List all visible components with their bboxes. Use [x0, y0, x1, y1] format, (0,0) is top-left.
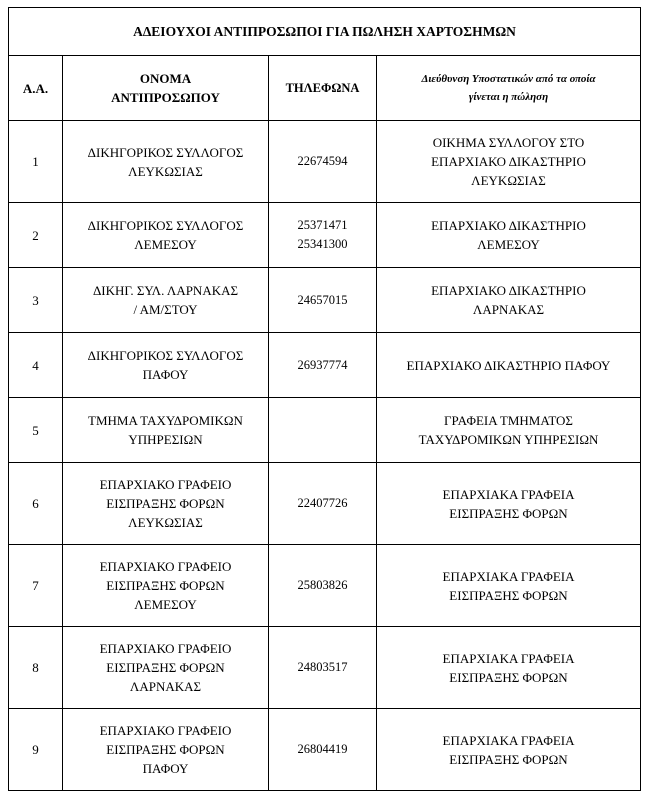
row-phones: 25371471 25341300: [269, 203, 377, 268]
row-aa: 9: [9, 709, 63, 791]
table-row: [9, 398, 641, 463]
row-phones: 24657015: [269, 268, 377, 333]
row-aa: 8: [9, 627, 63, 709]
table-row: [9, 627, 641, 709]
row-aa: 2: [9, 203, 63, 268]
row-aa: 3: [9, 268, 63, 333]
header-name: ΟΝΟΜΑ ΑΝΤΙΠΡΟΣΩΠΟΥ: [63, 56, 269, 121]
row-name: ΔΙΚΗΓΟΡΙΚΟΣ ΣΥΛΛΟΓΟΣ ΠΑΦΟΥ: [63, 333, 269, 398]
row-address: ΕΠΑΡΧΙΑΚΑ ΓΡΑΦΕΙΑ ΕΙΣΠΡΑΞΗΣ ΦΟΡΩΝ: [377, 545, 641, 627]
title-row: [9, 8, 641, 56]
row-name: ΕΠΑΡΧΙΑΚΟ ΓΡΑΦΕΙΟ ΕΙΣΠΡΑΞΗΣ ΦΟΡΩΝ ΛΕΥΚΩΣΙΑΣ: [63, 463, 269, 545]
row-name: ΕΠΑΡΧΙΑΚΟ ΓΡΑΦΕΙΟ ΕΙΣΠΡΑΞΗΣ ΦΟΡΩΝ ΛΕΜΕΣΟΥ: [63, 545, 269, 627]
table-title: ΑΔΕΙΟΥΧΟΙ ΑΝΤΙΠΡΟΣΩΠΟΙ ΓΙΑ ΠΩΛΗΣΗ ΧΑΡΤΟΣΗΜΩΝ: [9, 8, 641, 56]
row-name: ΔΙΚΗΓΟΡΙΚΟΣ ΣΥΛΛΟΓΟΣ ΛΕΥΚΩΣΙΑΣ: [63, 121, 269, 203]
row-name: ΔΙΚΗΓ. ΣΥΛ. ΛΑΡΝΑΚΑΣ / ΑΜ/ΣΤΟΥ: [63, 268, 269, 333]
row-phones: 22674594: [269, 121, 377, 203]
document-page: [8, 7, 641, 791]
row-name: ΤΜΗΜΑ ΤΑΧΥΔΡΟΜΙΚΩΝ ΥΠΗΡΕΣΙΩΝ: [63, 398, 269, 463]
stamp-agents-table: [8, 7, 641, 791]
row-name: ΕΠΑΡΧΙΑΚΟ ΓΡΑΦΕΙΟ ΕΙΣΠΡΑΞΗΣ ΦΟΡΩΝ ΠΑΦΟΥ: [63, 709, 269, 791]
row-phones: [269, 398, 377, 463]
row-phones: 24803517: [269, 627, 377, 709]
row-address: ΕΠΑΡΧΙΑΚΟ ΔΙΚΑΣΤΗΡΙΟ ΛΑΡΝΑΚΑΣ: [377, 268, 641, 333]
row-name: ΔΙΚΗΓΟΡΙΚΟΣ ΣΥΛΛΟΓΟΣ ΛΕΜΕΣΟΥ: [63, 203, 269, 268]
table-row: [9, 463, 641, 545]
table-row: [9, 333, 641, 398]
row-address: ΕΠΑΡΧΙΑΚΑ ΓΡΑΦΕΙΑ ΕΙΣΠΡΑΞΗΣ ΦΟΡΩΝ: [377, 463, 641, 545]
header-row: [9, 56, 641, 121]
row-address: ΟΙΚΗΜΑ ΣΥΛΛΟΓΟΥ ΣΤΟ ΕΠΑΡΧΙΑΚΟ ΔΙΚΑΣΤΗΡΙΟ ΛΕΥΚΩΣΙΑΣ: [377, 121, 641, 203]
row-aa: 5: [9, 398, 63, 463]
row-phones: 22407726: [269, 463, 377, 545]
header-aa: Α.Α.: [9, 56, 63, 121]
row-aa: 7: [9, 545, 63, 627]
header-address: Διεύθυνση Υποστατικών από τα οποία γίνεται η πώληση: [377, 56, 641, 121]
row-address: ΕΠΑΡΧΙΑΚΑ ΓΡΑΦΕΙΑ ΕΙΣΠΡΑΞΗΣ ΦΟΡΩΝ: [377, 627, 641, 709]
row-aa: 1: [9, 121, 63, 203]
table-row: [9, 545, 641, 627]
row-address: ΕΠΑΡΧΙΑΚΑ ΓΡΑΦΕΙΑ ΕΙΣΠΡΑΞΗΣ ΦΟΡΩΝ: [377, 709, 641, 791]
row-address: ΕΠΑΡΧΙΑΚΟ ΔΙΚΑΣΤΗΡΙΟ ΠΑΦΟΥ: [377, 333, 641, 398]
row-aa: 6: [9, 463, 63, 545]
row-address: ΓΡΑΦΕΙΑ ΤΜΗΜΑΤΟΣ ΤΑΧΥΔΡΟΜΙΚΩΝ ΥΠΗΡΕΣΙΩΝ: [377, 398, 641, 463]
table-row: [9, 709, 641, 791]
table-row: [9, 203, 641, 268]
row-address: ΕΠΑΡΧΙΑΚΟ ΔΙΚΑΣΤΗΡΙΟ ΛΕΜΕΣΟΥ: [377, 203, 641, 268]
table-row: [9, 121, 641, 203]
row-aa: 4: [9, 333, 63, 398]
row-name: ΕΠΑΡΧΙΑΚΟ ΓΡΑΦΕΙΟ ΕΙΣΠΡΑΞΗΣ ΦΟΡΩΝ ΛΑΡΝΑΚΑΣ: [63, 627, 269, 709]
row-phones: 25803826: [269, 545, 377, 627]
table-row: [9, 268, 641, 333]
row-phones: 26937774: [269, 333, 377, 398]
header-phones: ΤΗΛΕΦΩΝΑ: [269, 56, 377, 121]
row-phones: 26804419: [269, 709, 377, 791]
